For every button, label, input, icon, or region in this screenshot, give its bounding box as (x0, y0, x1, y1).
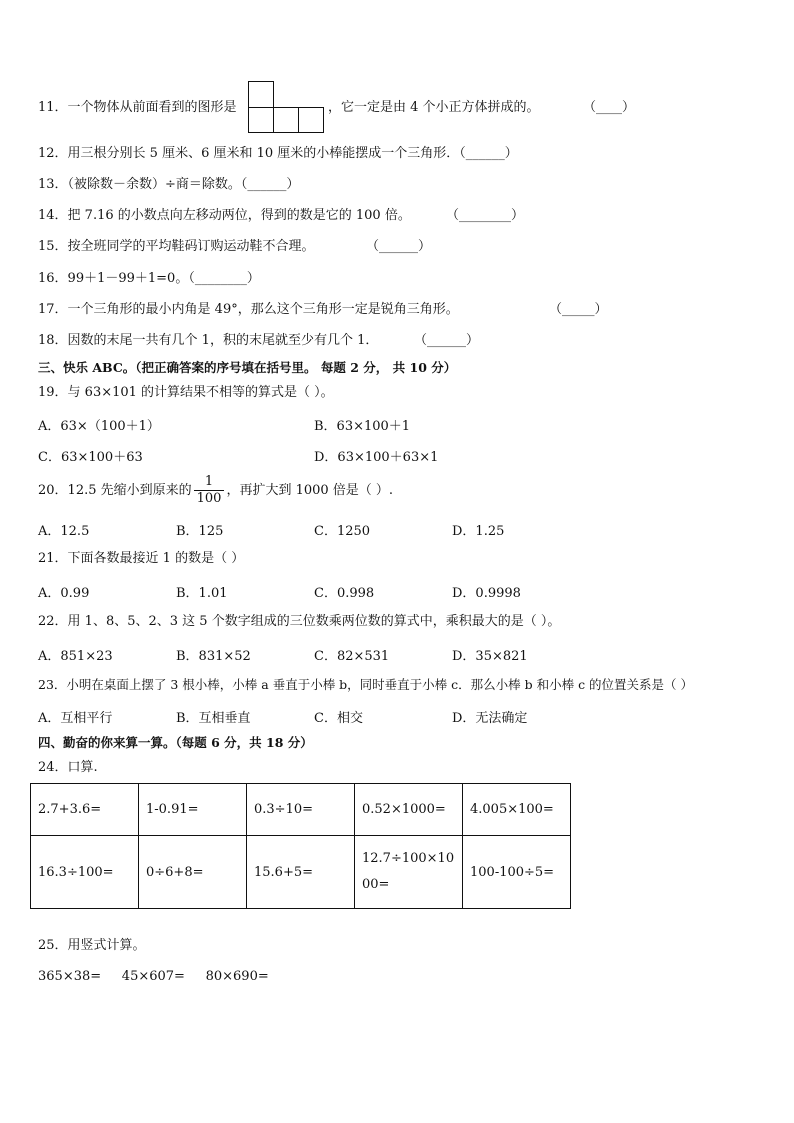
table-cell: 16.3÷100= (31, 836, 139, 909)
question-17: 17．一个三角形的最小内角是 49°，那么这个三角形一定是锐角三角形。 (38, 302, 459, 317)
question-14-blank: （________） (446, 208, 525, 223)
q21-option-d: D．0.9998 (452, 586, 521, 601)
question-25-title: 25．用竖式计算。 (38, 938, 146, 953)
question-22: 22．用 1、8、5、2、3 这 5 个数字组成的三位数乘两位数的算式中，乘积最大的是（ ）。 (38, 614, 561, 629)
q20-option-c: C．1250 (314, 524, 371, 539)
q22-option-b: B．831×52 (176, 649, 251, 664)
q22-option-d: D．35×821 (452, 649, 528, 664)
q21-option-a: A．0.99 (38, 586, 90, 601)
q22-option-c: C．82×531 (314, 649, 390, 664)
q23-option-b: B．互相垂直 (176, 711, 251, 726)
q22-option-a: A．851×23 (38, 649, 113, 664)
question-15-blank: （______） (366, 239, 432, 254)
table-cell: 100-100÷5= (463, 836, 571, 909)
table-cell: 0.3÷10= (247, 784, 355, 836)
q11-text-after: ，它一定是由 4 个小正方体拼成的。 (328, 100, 540, 115)
question-19: 19．与 63×101 的计算结果不相等的算式是（ ）。 (38, 385, 334, 400)
question-25-items: 365×38= 45×607= 80×690= (38, 969, 269, 984)
question-18-blank: （______） (414, 333, 480, 348)
question-24-title: 24．口算. (38, 760, 98, 775)
table-cell: 2.7+3.6= (31, 784, 139, 836)
q20-option-b: B．125 (176, 524, 224, 539)
q19-option-c: C．63×100＋63 (38, 450, 143, 465)
q21-option-c: C．0.998 (314, 586, 375, 601)
question-15: 15．按全班同学的平均鞋码订购运动鞋不合理。 (38, 239, 315, 254)
question-14: 14．把 7.16 的小数点向左移动两位，得到的数是它的 100 倍。 (38, 208, 411, 223)
question-23: 23．小明在桌面上摆了 3 根小棒，小棒 a 垂直于小棒 b，同时垂直于小棒 c．那么小棒 b 和小棒 c 的位置关系是（ ） (38, 677, 694, 692)
question-13: 13．（被除数－余数）÷商＝除数。（______） (38, 177, 300, 192)
question-17-blank: （_____） (549, 302, 608, 317)
mental-math-table (30, 783, 571, 909)
question-20: 20．12.5 先缩小到原来的 $\frac{1}{100}$ ，再扩大到 1000 倍是（ ）. (38, 474, 394, 506)
section-4-heading: 四、勤奋的你来算一算。（每题 6 分，共 18 分） (38, 735, 313, 750)
table-cell: 1-0.91= (139, 784, 247, 836)
question-12: 12．用三根分别长 5 厘米、6 厘米和 10 厘米的小棒能摆成一个三角形．（______） (38, 146, 518, 161)
q23-option-a: A．互相平行 (38, 711, 113, 726)
question-11 (38, 99, 237, 117)
question-16: 16．99＋1－99＋1=0。（________） (38, 271, 260, 286)
q11-answer-blank: （____） (583, 100, 636, 115)
q23-option-d: D．无法确定 (452, 711, 528, 726)
question-18: 18．因数的末尾一共有几个 1，积的末尾就至少有几个 1． (38, 333, 379, 348)
q11-text-before: 11．一个物体从前面看到的图形是 (38, 100, 237, 115)
fraction: $\frac{1}{100}$ (194, 474, 225, 507)
front-view-shape (248, 81, 326, 133)
table-row (31, 836, 571, 909)
table-cell: 12.7÷100×1000= (355, 836, 463, 909)
q19-option-b: B．63×100＋1 (314, 419, 411, 434)
q23-option-c: C．相交 (314, 711, 363, 726)
q19-option-d: D．63×100＋63×1 (314, 450, 439, 465)
q21-option-b: B．1.01 (176, 586, 228, 601)
q20-option-d: D．1.25 (452, 524, 505, 539)
question-21: 21．下面各数最接近 1 的数是（ ） (38, 551, 245, 566)
section-3-heading: 三、快乐 ABC。（把正确答案的序号填在括号里。 每题 2 分， 共 10 分） (38, 360, 457, 375)
table-cell: 4.005×100= (463, 784, 571, 836)
q19-option-a: A．63×（100＋1） (38, 419, 160, 434)
table-row (31, 784, 571, 836)
q20-option-a: A．12.5 (38, 524, 90, 539)
table-cell: 0÷6+8= (139, 836, 247, 909)
table-cell: 15.6+5= (247, 836, 355, 909)
table-cell: 0.52×1000= (355, 784, 463, 836)
